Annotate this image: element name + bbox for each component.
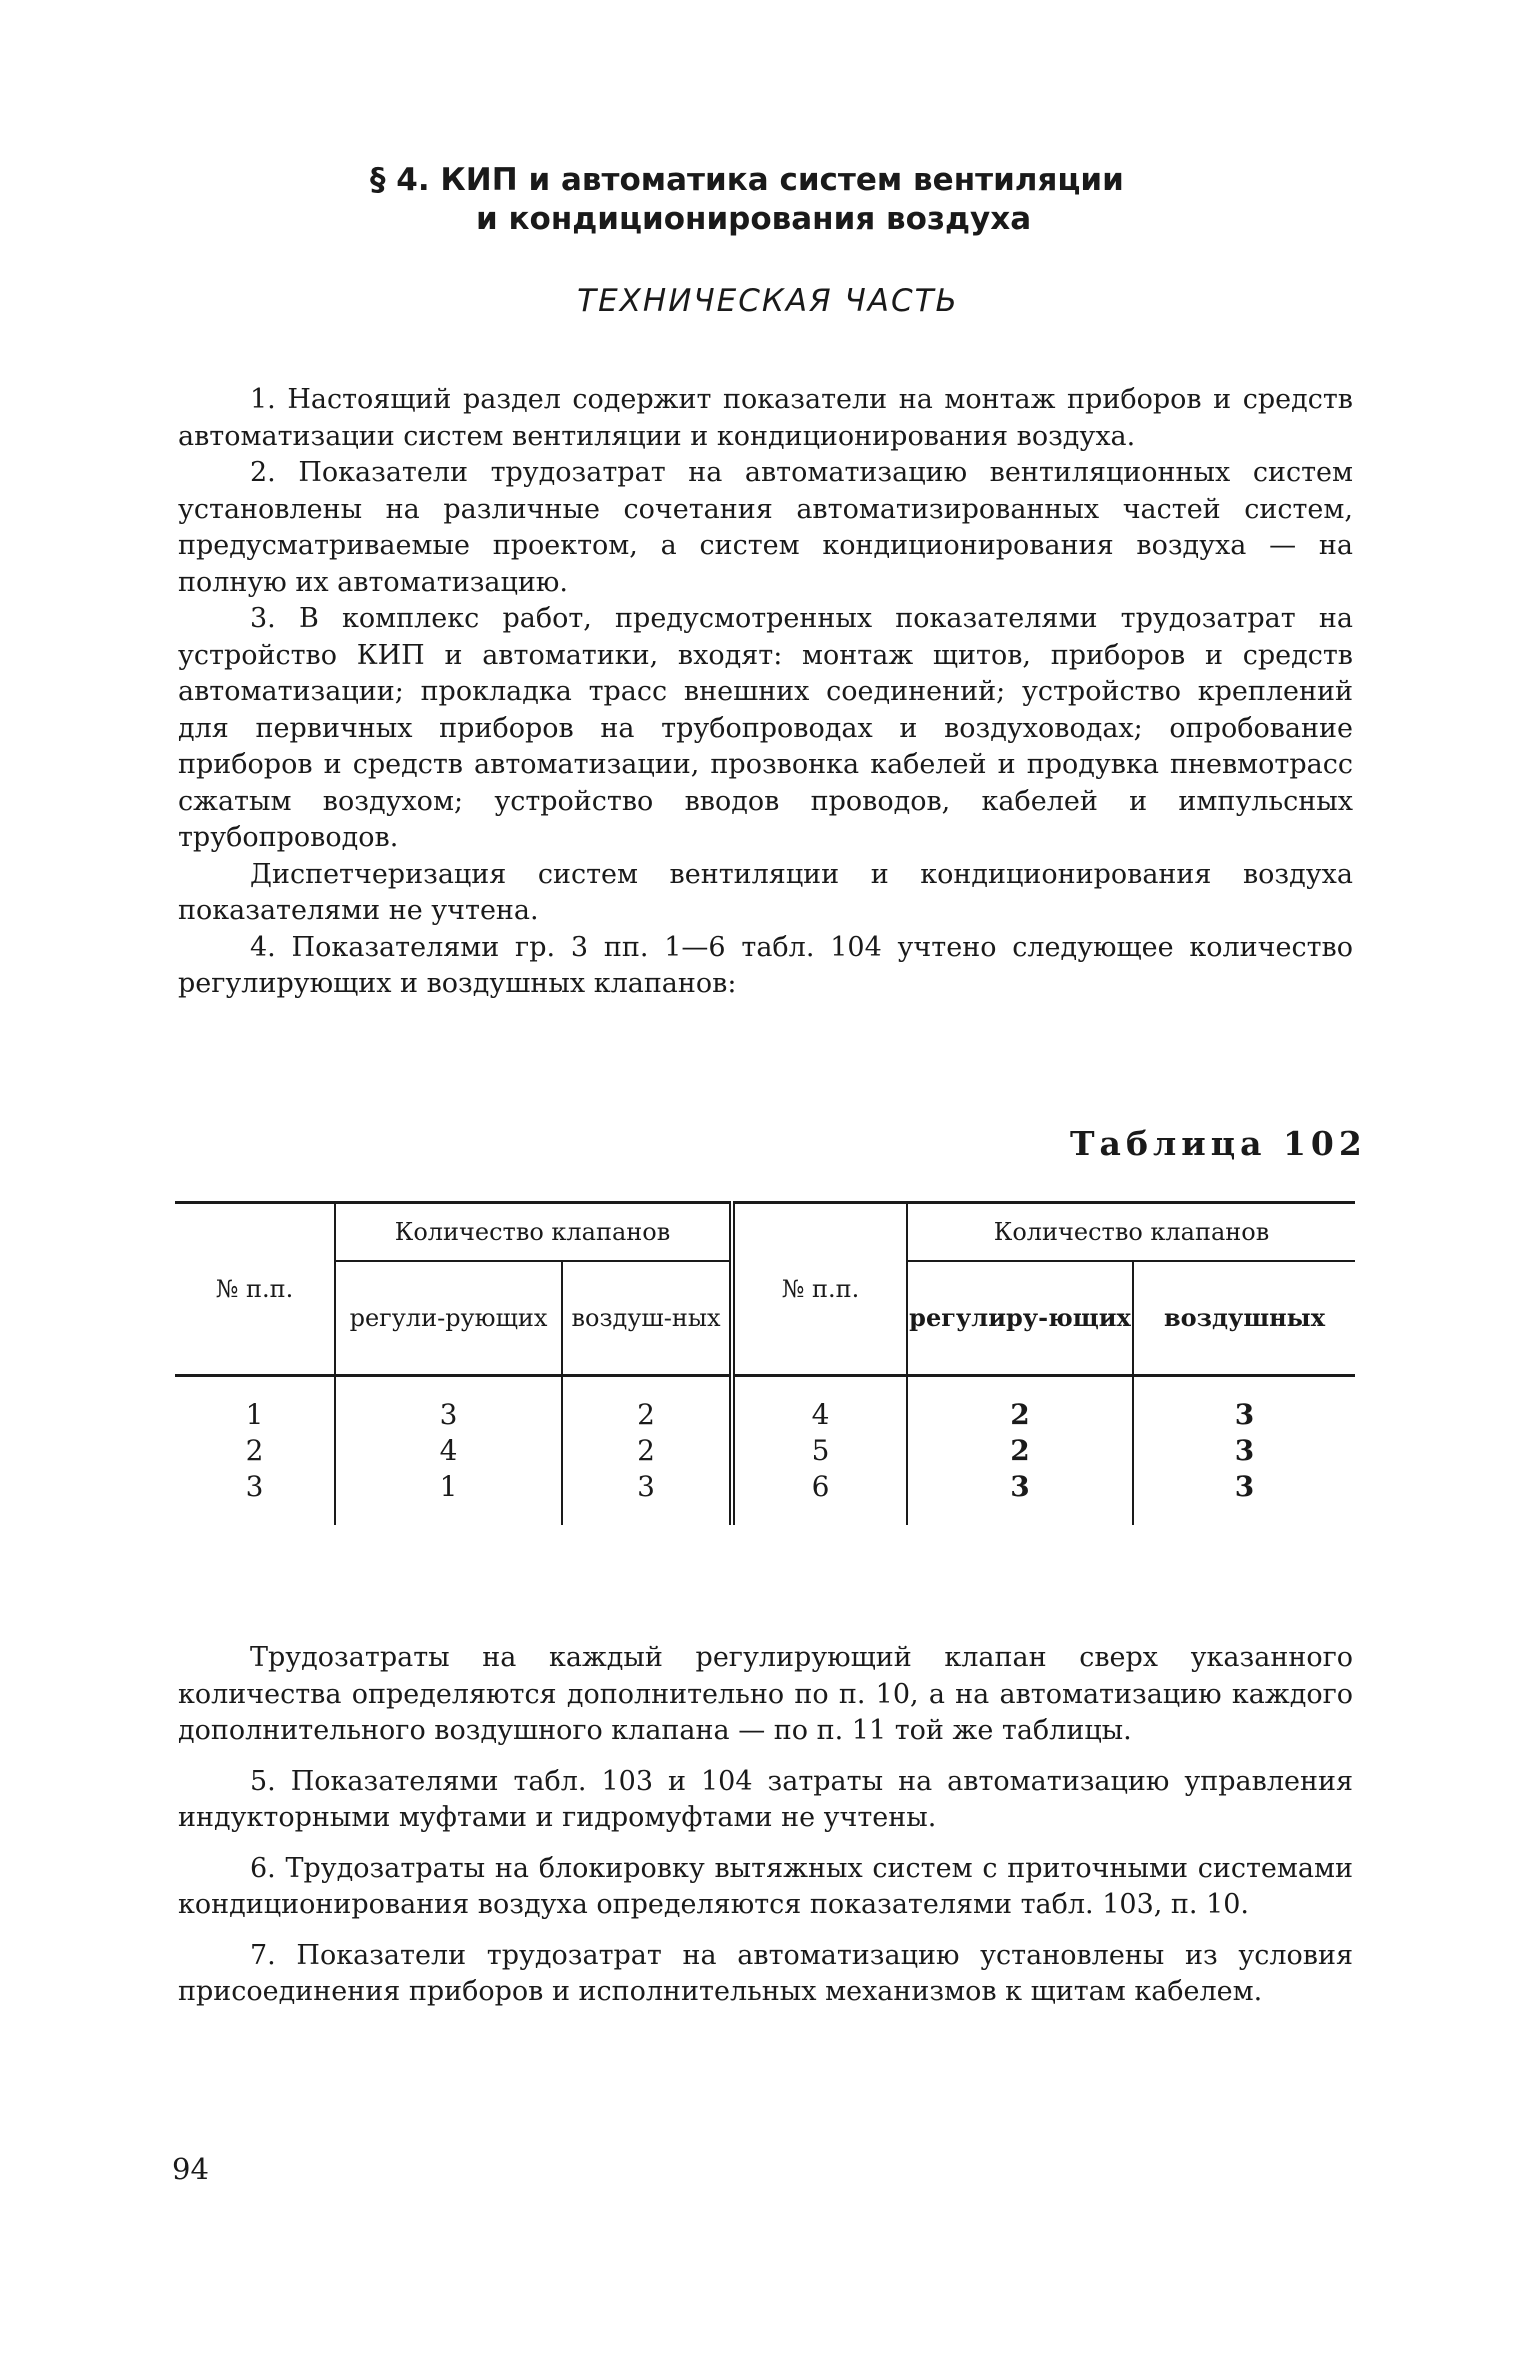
technical-part-subheading: ТЕХНИЧЕСКАЯ ЧАСТЬ <box>577 283 959 319</box>
cell-num: 3 <box>245 1470 264 1503</box>
paragraph-6: 6. Трудозатраты на блокировку вытяжных систем с приточными системами кондиционирования воздуха определяются показателями табл. 103, п. 10. <box>178 1852 1353 1920</box>
paragraph-3-note: Диспетчеризация систем вентиляции и кондиционирования воздуха показателями не учтена. <box>178 858 1353 926</box>
col-header-regulating-right: регулиру-ющих <box>907 1261 1133 1376</box>
table-row <box>175 1376 1355 1434</box>
cell-regulating: 3 <box>907 1469 1133 1525</box>
cell-num: 1 <box>245 1398 264 1431</box>
col-header-num-right: № п.п. <box>732 1203 907 1376</box>
cell-regulating: 4 <box>335 1433 562 1469</box>
cell-regulating: 2 <box>907 1376 1133 1434</box>
cell-air: 3 <box>1133 1376 1355 1434</box>
paragraphs-bottom <box>178 1640 1353 2011</box>
col-group-header-right: Количество клапанов <box>907 1203 1355 1262</box>
paragraph-4: 4. Показателями гр. 3 пп. 1—6 табл. 104 учтено следующее количество регулирующих и воздушных клапанов: <box>178 931 1353 999</box>
page-number: 94 <box>172 2152 209 2186</box>
cell-air: 2 <box>562 1376 732 1434</box>
cell-regulating: 3 <box>335 1376 562 1434</box>
paragraph-2: 2. Показатели трудозатрат на автоматизацию вентиляционных систем установлены на различные сочетания автоматизированных частей систем, предусматриваемые проектом, а систем кондиционирования воздуха — на полную их автоматизацию. <box>178 457 1353 598</box>
section-heading-line-2: и кондиционирования воздуха <box>476 201 1032 237</box>
cell-air: 3 <box>1133 1433 1355 1469</box>
cell-regulating: 2 <box>907 1433 1133 1469</box>
paragraph-1: 1. Настоящий раздел содержит показатели на монтаж приборов и средств автоматизации систем вентиляции и кондиционирования воздуха. <box>178 384 1353 452</box>
paragraphs-top <box>178 382 1353 1003</box>
paragraph-3: 3. В комплекс работ, предусмотренных показателями трудозатрат на устройство КИП и автоматики, входят: монтаж щитов, приборов и средств автоматизации; прокладка трасс внешних соединений; устройство креплений для первичных приборов на трубопроводах и воздуховодах; опробование приборов и средств автоматизации, прозвонка кабелей и продувка пневмотрасс сжатым воздухом; устройство вводов проводов, кабелей и импульсных трубопроводов. <box>178 603 1353 853</box>
cell-num: 6 <box>732 1469 907 1525</box>
table-row <box>175 1469 1355 1525</box>
table-label: Таблица 102 <box>1070 1124 1367 1163</box>
paragraph-7: 7. Показатели трудозатрат на автоматизацию установлены из условия присоединения приборов и исполнительных механизмов к щитам кабелем. <box>178 1939 1353 2007</box>
cell-num: 2 <box>245 1434 264 1467</box>
cell-num: 5 <box>732 1433 907 1469</box>
table-row <box>175 1433 1355 1469</box>
cell-air: 2 <box>562 1433 732 1469</box>
paragraph-table-note: Трудозатраты на каждый регулирующий клапан сверх указанного количества определяются дополнительно по п. 10, а на автоматизацию каждого дополнительного воздушного клапана — по п. 11 той же таблицы. <box>178 1642 1353 1746</box>
col-header-regulating-left: регули-рующих <box>335 1261 562 1376</box>
col-header-air-left: воздуш-ных <box>562 1261 732 1376</box>
cell-air: 3 <box>1133 1469 1355 1525</box>
cell-num: 4 <box>732 1376 907 1434</box>
cell-air: 3 <box>562 1469 732 1525</box>
col-header-air-right: воздушных <box>1133 1261 1355 1376</box>
col-group-header-left: Количество клапанов <box>335 1203 732 1262</box>
valves-table <box>175 1201 1355 1525</box>
cell-regulating: 1 <box>335 1469 562 1525</box>
col-header-num-left: № п.п. <box>175 1203 335 1376</box>
paragraph-5: 5. Показателями табл. 103 и 104 затраты на автоматизацию управления индукторными муфтами и гидромуфтами не учтены. <box>178 1765 1353 1833</box>
section-heading-line-1: § 4. КИП и автоматика систем вентиляции <box>370 162 1124 198</box>
